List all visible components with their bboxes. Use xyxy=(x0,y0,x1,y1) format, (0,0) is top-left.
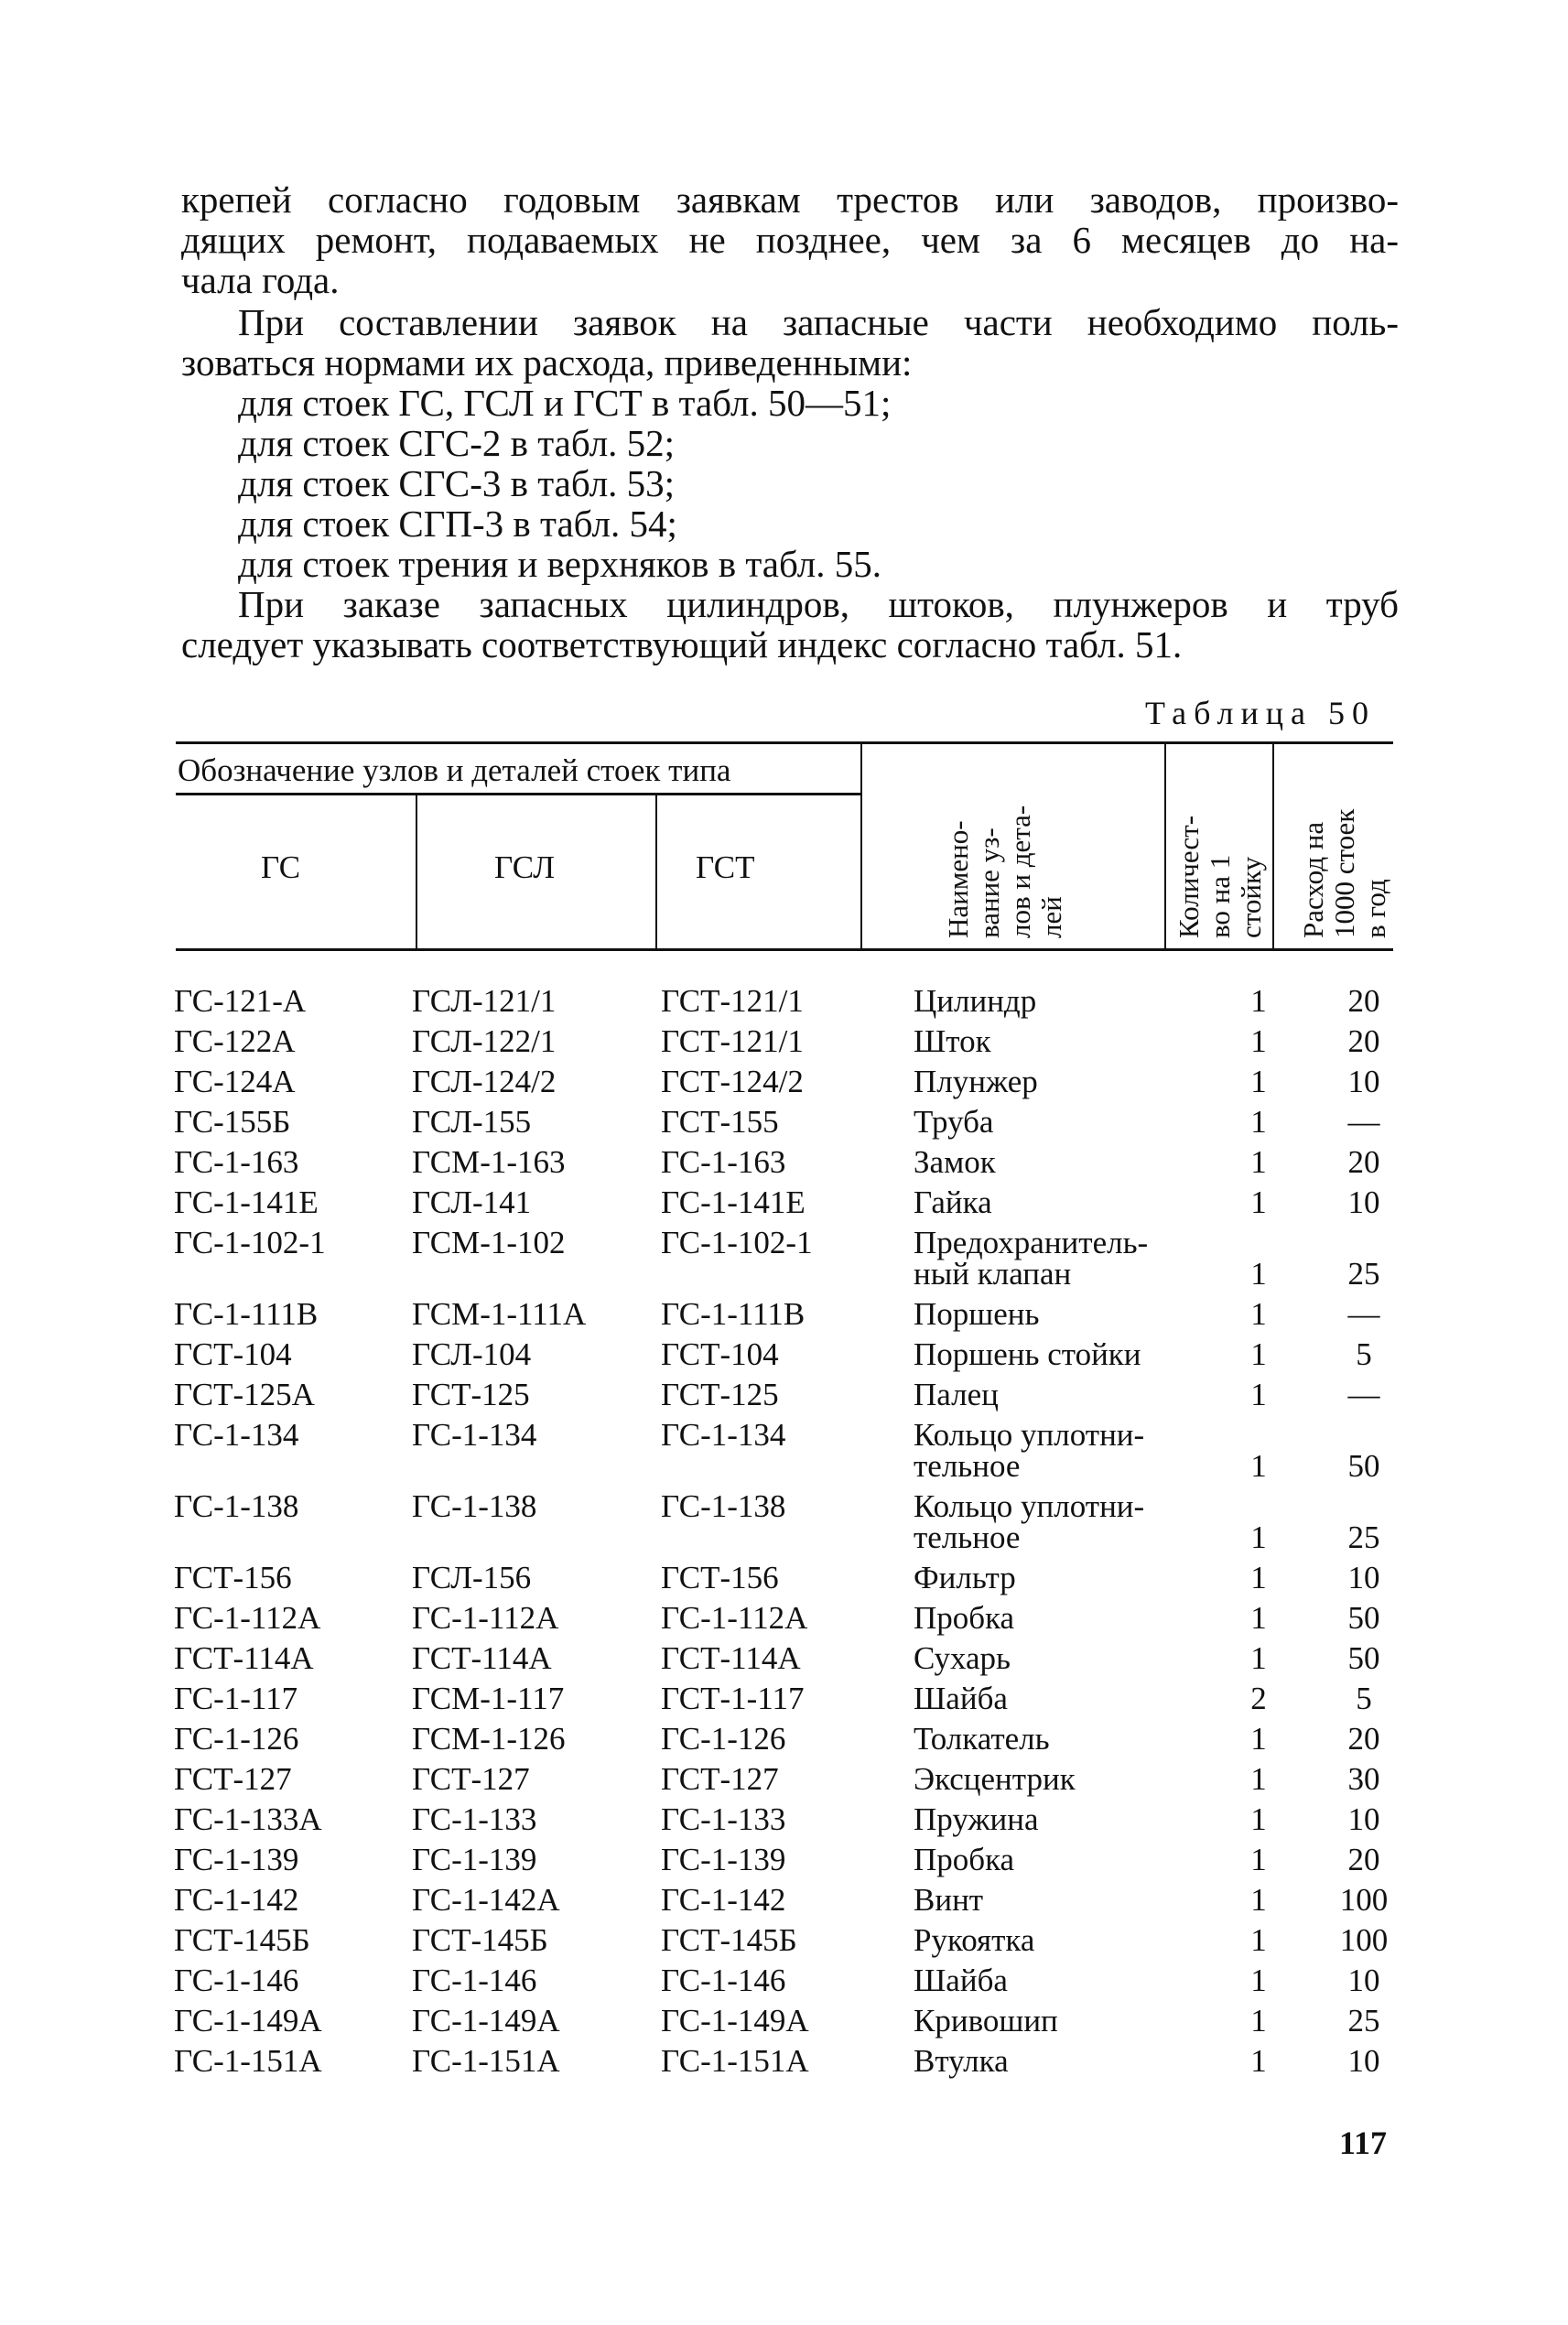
cell-gs: ГС-1-146 xyxy=(174,1963,299,1998)
cell-rate: 50 xyxy=(1347,1448,1380,1484)
cell-rate: 5 xyxy=(1356,1681,1372,1716)
header-rate-line: Расход на xyxy=(1297,821,1329,938)
cell-gs: ГС-1-151А xyxy=(174,2043,322,2079)
cell-rate: 20 xyxy=(1347,1721,1380,1757)
cell-qty: 2 xyxy=(1250,1681,1267,1716)
cell-rate: 20 xyxy=(1347,1023,1380,1059)
reference-list xyxy=(181,383,1399,584)
cell-rate: — xyxy=(1347,1296,1380,1332)
cell-qty: 1 xyxy=(1250,1842,1267,1877)
cell-gs: ГС-1-111В xyxy=(174,1296,319,1332)
cell-qty: 1 xyxy=(1250,1963,1267,1998)
cell-name: Кольцо уплотни- xyxy=(914,1417,1145,1453)
cell-gst: ГС-1-112А xyxy=(661,1600,808,1636)
cell-name: Поршень стойки xyxy=(914,1336,1141,1372)
cell-gs: ГС-1-149А xyxy=(174,2003,322,2038)
cell-gst: ГСТ-121/1 xyxy=(661,983,804,1019)
cell-name: Пробка xyxy=(914,1842,1015,1877)
cell-gst: ГСТ-125 xyxy=(661,1377,779,1412)
cell-rate: 100 xyxy=(1339,1882,1389,1918)
list-item: для стоек ГС, ГСЛ и ГСТ в табл. 50—51; xyxy=(238,382,892,424)
cell-gst: ГСТ-114А xyxy=(661,1640,801,1676)
cell-gs: ГС-1-141Е xyxy=(174,1184,319,1220)
list-item: для стоек СГС-2 в табл. 52; xyxy=(238,422,676,464)
cell-gsl: ГС-1-146 xyxy=(412,1963,537,1998)
cell-qty: 1 xyxy=(1250,1336,1267,1372)
header-name-line: вание уз- xyxy=(973,827,1005,938)
col-divider xyxy=(1164,743,1166,948)
text-line: При заказе запасных цилиндров, штоков, плунжеров и труб xyxy=(238,583,1399,625)
cell-gst: ГС-1-133 xyxy=(661,1801,786,1837)
group-header-rule xyxy=(176,793,860,795)
header-name-line: лов и дета- xyxy=(1004,805,1036,938)
cell-name: Шайба xyxy=(914,1963,1008,1998)
cell-gst: ГС-1-126 xyxy=(661,1721,786,1757)
cell-gst: ГС-1-111В xyxy=(661,1296,806,1332)
cell-gsl: ГСМ-1-102 xyxy=(412,1225,566,1260)
cell-gsl: ГС-1-112А xyxy=(412,1600,559,1636)
cell-gsl: ГСЛ-155 xyxy=(412,1104,532,1140)
cell-gst: ГС-1-141Е xyxy=(661,1184,806,1220)
cell-gs: ГС-1-139 xyxy=(174,1842,299,1877)
cell-name: Поршень xyxy=(914,1296,1040,1332)
cell-gs: ГСТ-125А xyxy=(174,1377,315,1412)
cell-name: Шток xyxy=(914,1023,991,1059)
cell-rate: 25 xyxy=(1347,1519,1380,1555)
header-qty-line: стойку xyxy=(1235,856,1267,938)
cell-qty: 1 xyxy=(1250,1296,1267,1332)
cell-name: Палец xyxy=(914,1377,999,1412)
cell-name: Сухарь xyxy=(914,1640,1011,1676)
cell-gsl: ГС-1-133 xyxy=(412,1801,537,1837)
cell-name: Винт xyxy=(914,1882,984,1918)
col-divider xyxy=(416,795,417,948)
cell-gsl: ГСЛ-121/1 xyxy=(412,983,557,1019)
cell-qty: 1 xyxy=(1250,1448,1267,1484)
cell-qty: 1 xyxy=(1250,983,1267,1019)
cell-rate: 25 xyxy=(1347,2003,1380,2038)
cell-name: Пружина xyxy=(914,1801,1039,1837)
cell-gsl: ГСМ-1-111А xyxy=(412,1296,587,1332)
header-qty-line: во на 1 xyxy=(1204,854,1236,938)
text-line: дящих ремонт, подаваемых не позднее, чем за 6 месяцев до на- xyxy=(181,219,1399,261)
text-line: чала года. xyxy=(181,259,340,301)
cell-name: Фильтр xyxy=(914,1560,1016,1595)
cell-qty: 1 xyxy=(1250,1560,1267,1595)
cell-rate: 10 xyxy=(1347,2043,1380,2079)
cell-gsl: ГС-1-134 xyxy=(412,1417,537,1453)
cell-qty: 1 xyxy=(1250,1761,1267,1797)
cell-gsl: ГСТ-114А xyxy=(412,1640,552,1676)
col-divider xyxy=(860,743,862,948)
cell-name: Кривошип xyxy=(914,2003,1058,2038)
header-rate xyxy=(1298,809,1391,938)
text-line: следует указывать соответствующий индекс согласно табл. 51. xyxy=(181,623,1183,665)
cell-gs: ГС-1-133А xyxy=(174,1801,322,1837)
cell-rate: 10 xyxy=(1347,1801,1380,1837)
cell-gs: ГС-122А xyxy=(174,1023,296,1059)
cell-gst: ГС-1-149А xyxy=(661,2003,809,2038)
cell-gsl: ГС-1-149А xyxy=(412,2003,560,2038)
cell-gs: ГСТ-156 xyxy=(174,1560,292,1595)
cell-name: Пробка xyxy=(914,1600,1015,1636)
cell-name: Кольцо уплотни- xyxy=(914,1488,1145,1524)
cell-rate: 10 xyxy=(1347,1963,1380,1998)
cell-gs: ГС-1-134 xyxy=(174,1417,299,1453)
cell-gsl: ГС-1-151А xyxy=(412,2043,560,2079)
header-gst: ГСТ xyxy=(696,849,755,885)
cell-gs: ГСТ-114А xyxy=(174,1640,314,1676)
cell-rate: 10 xyxy=(1347,1184,1380,1220)
cell-gs: ГС-1-112А xyxy=(174,1600,321,1636)
cell-gst: ГС-1-163 xyxy=(661,1144,786,1180)
text-line: зоваться нормами их расхода, приведенными: xyxy=(181,341,913,384)
cell-gs: ГС-121-А xyxy=(174,983,307,1019)
cell-name: Предохранитель- xyxy=(914,1225,1149,1260)
cell-gst: ГСТ-124/2 xyxy=(661,1064,804,1099)
cell-qty: 1 xyxy=(1250,1104,1267,1140)
cell-rate: 20 xyxy=(1347,1144,1380,1180)
cell-qty: 1 xyxy=(1250,1640,1267,1676)
cell-gsl: ГСТ-145Б xyxy=(412,1922,548,1958)
col-divider xyxy=(1272,743,1274,948)
cell-qty: 1 xyxy=(1250,1922,1267,1958)
cell-gs: ГС-1-138 xyxy=(174,1488,299,1524)
cell-qty: 1 xyxy=(1250,1377,1267,1412)
cell-gsl: ГСЛ-156 xyxy=(412,1560,532,1595)
cell-qty: 1 xyxy=(1250,1256,1267,1292)
cell-name: Шайба xyxy=(914,1681,1008,1716)
cell-gst: ГСТ-127 xyxy=(661,1761,779,1797)
cell-rate: 20 xyxy=(1347,1842,1380,1877)
table-top-rule xyxy=(176,741,1393,744)
paragraph-3 xyxy=(181,584,1399,665)
header-name-line: Наимено- xyxy=(942,820,974,938)
cell-gst: ГСТ-104 xyxy=(661,1336,779,1372)
cell-rate: 50 xyxy=(1347,1640,1380,1676)
cell-gsl: ГСЛ-122/1 xyxy=(412,1023,557,1059)
cell-rate: 50 xyxy=(1347,1600,1380,1636)
cell-gs: ГСТ-127 xyxy=(174,1761,292,1797)
cell-name: ный клапан xyxy=(914,1256,1072,1292)
text-line: крепей согласно годовым заявкам трестов или заводов, произво- xyxy=(181,178,1399,221)
cell-gst: ГС-1-151А xyxy=(661,2043,809,2079)
header-gsl: ГСЛ xyxy=(494,849,555,885)
header-name xyxy=(943,806,1067,938)
cell-gsl: ГСЛ-104 xyxy=(412,1336,532,1372)
cell-qty: 1 xyxy=(1250,1184,1267,1220)
cell-gst: ГС-1-138 xyxy=(661,1488,786,1524)
cell-name: Замок xyxy=(914,1144,996,1180)
paragraph-2 xyxy=(181,302,1399,383)
header-name-line: лей xyxy=(1035,896,1067,938)
cell-name: Труба xyxy=(914,1104,994,1140)
cell-gst: ГС-1-102-1 xyxy=(661,1225,813,1260)
cell-qty: 1 xyxy=(1250,1882,1267,1918)
list-item: для стоек СГП-3 в табл. 54; xyxy=(238,503,677,545)
cell-gst: ГС-1-146 xyxy=(661,1963,786,1998)
header-qty xyxy=(1173,816,1267,938)
cell-rate: — xyxy=(1347,1377,1380,1412)
text-line: При составлении заявок на запасные части необходимо поль- xyxy=(238,301,1399,343)
page-number: 117 xyxy=(1338,2125,1387,2161)
cell-qty: 1 xyxy=(1250,1801,1267,1837)
cell-gst: ГС-1-142 xyxy=(661,1882,786,1918)
header-rate-line: 1000 стоек xyxy=(1328,808,1360,938)
cell-gs: ГСТ-145Б xyxy=(174,1922,310,1958)
cell-name: тельное xyxy=(914,1448,1021,1484)
cell-gsl: ГСМ-1-126 xyxy=(412,1721,566,1757)
cell-gsl: ГСЛ-124/2 xyxy=(412,1064,557,1099)
cell-rate: 20 xyxy=(1347,983,1380,1019)
cell-name: Цилиндр xyxy=(914,983,1037,1019)
cell-rate: 30 xyxy=(1347,1761,1380,1797)
cell-rate: 10 xyxy=(1347,1064,1380,1099)
cell-qty: 1 xyxy=(1250,1144,1267,1180)
cell-gsl: ГСТ-127 xyxy=(412,1761,530,1797)
cell-name: Гайка xyxy=(914,1184,992,1220)
cell-qty: 1 xyxy=(1250,1721,1267,1757)
cell-gsl: ГСТ-125 xyxy=(412,1377,530,1412)
header-rate-line: в год xyxy=(1359,879,1391,938)
cell-gs: ГС-1-142 xyxy=(174,1882,299,1918)
header-qty-line: Количест- xyxy=(1173,815,1205,938)
cell-gsl: ГС-1-142А xyxy=(412,1882,560,1918)
cell-name: тельное xyxy=(914,1519,1021,1555)
cell-rate: 5 xyxy=(1356,1336,1372,1372)
cell-gs: ГС-1-163 xyxy=(174,1144,299,1180)
cell-name: Втулка xyxy=(914,2043,1009,2079)
cell-gs: ГС-1-126 xyxy=(174,1721,299,1757)
cell-gsl: ГС-1-139 xyxy=(412,1842,537,1877)
paragraph-1 xyxy=(181,179,1399,300)
group-header: Обозначение узлов и деталей стоек типа xyxy=(178,752,731,788)
cell-gs: ГСТ-104 xyxy=(174,1336,292,1372)
cell-qty: 1 xyxy=(1250,1064,1267,1099)
cell-gst: ГС-1-139 xyxy=(661,1842,786,1877)
cell-gst: ГСТ-156 xyxy=(661,1560,779,1595)
cell-rate: 100 xyxy=(1339,1922,1389,1958)
cell-name: Толкатель xyxy=(914,1721,1050,1757)
cell-qty: 1 xyxy=(1250,1519,1267,1555)
cell-gst: ГСТ-121/1 xyxy=(661,1023,804,1059)
cell-gs: ГС-124А xyxy=(174,1064,296,1099)
header-gs: ГС xyxy=(261,849,301,885)
cell-rate: 25 xyxy=(1347,1256,1380,1292)
cell-gsl: ГС-1-138 xyxy=(412,1488,537,1524)
cell-gsl: ГСЛ-141 xyxy=(412,1184,532,1220)
cell-name: Плунжер xyxy=(914,1064,1038,1099)
cell-rate: 10 xyxy=(1347,1560,1380,1595)
cell-name: Эксцентрик xyxy=(914,1761,1076,1797)
col-divider xyxy=(655,795,657,948)
list-item: для стоек СГС-3 в табл. 53; xyxy=(238,462,676,504)
cell-qty: 1 xyxy=(1250,1023,1267,1059)
cell-gs: ГС-1-102-1 xyxy=(174,1225,326,1260)
cell-gst: ГСТ-1-117 xyxy=(661,1681,805,1716)
cell-gst: ГСТ-145Б xyxy=(661,1922,797,1958)
cell-gst: ГСТ-155 xyxy=(661,1104,779,1140)
cell-qty: 1 xyxy=(1250,2043,1267,2079)
cell-name: Рукоятка xyxy=(914,1922,1035,1958)
cell-qty: 1 xyxy=(1250,2003,1267,2038)
cell-rate: — xyxy=(1347,1104,1380,1140)
cell-qty: 1 xyxy=(1250,1600,1267,1636)
cell-gsl: ГСМ-1-163 xyxy=(412,1144,566,1180)
cell-gst: ГС-1-134 xyxy=(661,1417,786,1453)
cell-gs: ГС-155Б xyxy=(174,1104,291,1140)
header-bottom-rule xyxy=(176,948,1393,951)
list-item: для стоек трения и верхняков в табл. 55. xyxy=(238,543,882,585)
cell-gs: ГС-1-117 xyxy=(174,1681,298,1716)
cell-gsl: ГСМ-1-117 xyxy=(412,1681,565,1716)
table-caption: Таблица 50 xyxy=(1145,695,1376,731)
